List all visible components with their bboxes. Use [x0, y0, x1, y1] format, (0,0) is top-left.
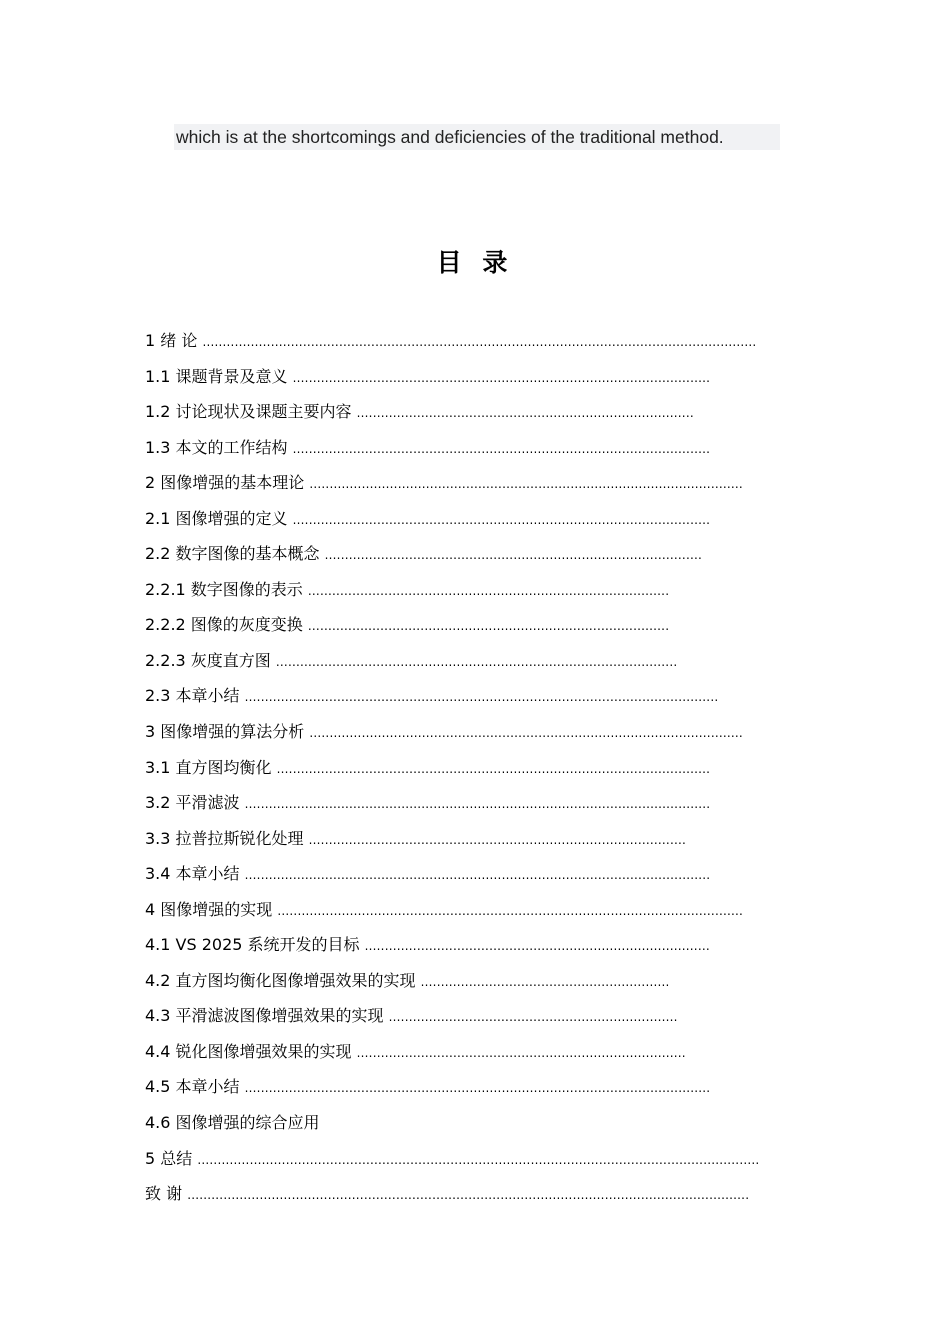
toc-entry-text: 3.4 本章小结: [145, 864, 240, 884]
toc-entry-text: 1.2 讨论现状及课题主要内容: [145, 402, 352, 422]
toc-leader-dots: ..............................................................................................: [324, 548, 702, 563]
toc-leader-dots: ....................................................................................................................: [244, 1081, 711, 1096]
toc-leader-dots: ..................................................................................: [356, 1045, 686, 1060]
table-of-contents: [145, 326, 759, 1215]
toc-title: 目 录: [436, 248, 514, 277]
toc-entry-text: 1.3 本文的工作结构: [145, 437, 288, 457]
toc-entry[interactable]: [145, 1072, 759, 1108]
abstract-trailing-sentence: which is at the shortcomings and deficiencies of the traditional method.: [174, 124, 780, 150]
toc-entry[interactable]: [145, 504, 759, 540]
toc-entry-text: 2.3 本章小结: [145, 686, 240, 706]
toc-entry-text: 2.2.2 图像的灰度变换: [145, 615, 303, 635]
toc-entry[interactable]: [145, 575, 759, 611]
toc-leader-dots: ............................................................................................................: [309, 726, 743, 741]
toc-entry-text: 5 总结: [145, 1148, 193, 1168]
toc-leader-dots: ........................................................................................................: [292, 441, 711, 456]
toc-entry-text: 4 图像增强的实现: [145, 899, 273, 919]
toc-entry-text: 3.2 平滑滤波: [145, 793, 240, 813]
toc-entry-text: 2 图像增强的基本理论: [145, 473, 305, 493]
toc-entry-text: 2.2 数字图像的基本概念: [145, 544, 320, 564]
toc-leader-dots: ....................................................................................................................: [277, 903, 744, 918]
toc-entry[interactable]: [145, 646, 759, 682]
toc-entry[interactable]: [145, 824, 759, 860]
toc-entry[interactable]: [145, 966, 759, 1002]
toc-entry[interactable]: [145, 859, 759, 895]
toc-entry-text: 3.3 拉普拉斯锐化处理: [145, 828, 304, 848]
toc-entry-text: 2.2.3 灰度直方图: [145, 650, 271, 670]
toc-entry[interactable]: [145, 1108, 759, 1144]
toc-entry-text: 4.3 平滑滤波图像增强效果的实现: [145, 1006, 384, 1026]
toc-entry[interactable]: [145, 753, 759, 789]
toc-leader-dots: ........................................................................................................: [292, 512, 711, 527]
toc-entry[interactable]: [145, 1179, 759, 1215]
toc-entry-text: 3.1 直方图均衡化: [145, 757, 272, 777]
toc-entry[interactable]: [145, 433, 759, 469]
toc-leader-dots: ..........................................................................................: [307, 619, 670, 634]
toc-entry[interactable]: [145, 326, 759, 362]
toc-entry[interactable]: [145, 610, 759, 646]
toc-leader-dots: ........................................................................: [388, 1010, 678, 1025]
toc-entry-text: 2.2.1 数字图像的表示: [145, 579, 303, 599]
toc-entry-text: 致 谢: [145, 1184, 183, 1204]
toc-leader-dots: ............................................................................................................: [276, 761, 711, 776]
toc-leader-dots: ..............................................................: [420, 974, 670, 989]
toc-leader-dots: ............................................................................................................................................: [187, 1188, 750, 1203]
toc-leader-dots: ............................................................................................................................................: [197, 1152, 760, 1167]
toc-leader-dots: ..............................................................................................: [308, 832, 686, 847]
toc-entry[interactable]: [145, 539, 759, 575]
toc-leader-dots: ....................................................................................................................: [244, 868, 711, 883]
toc-entry[interactable]: [145, 1144, 759, 1180]
toc-entry-text: 1.1 课题背景及意义: [145, 366, 288, 386]
toc-leader-dots: ....................................................................................................................: [244, 797, 711, 812]
toc-entry[interactable]: [145, 1001, 759, 1037]
toc-entry[interactable]: [145, 930, 759, 966]
toc-leader-dots: ............................................................................................................: [309, 477, 743, 492]
toc-entry-text: 4.6 图像增强的综合应用: [145, 1113, 320, 1133]
toc-entry[interactable]: [145, 788, 759, 824]
toc-entry[interactable]: [145, 468, 759, 504]
toc-entry-text: 4.1 VS 2025 系统开发的目标: [145, 935, 360, 955]
toc-entry-text: 3 图像增强的算法分析: [145, 722, 305, 742]
toc-entry[interactable]: [145, 1037, 759, 1073]
toc-entry-text: 4.2 直方图均衡化图像增强效果的实现: [145, 970, 416, 990]
toc-entry-text: 4.4 锐化图像增强效果的实现: [145, 1041, 352, 1061]
toc-leader-dots: ......................................................................................: [364, 939, 710, 954]
toc-entry[interactable]: [145, 895, 759, 931]
toc-leader-dots: ..........................................................................................................................................: [202, 335, 757, 349]
toc-leader-dots: ....................................................................................................: [275, 654, 678, 669]
toc-entry[interactable]: [145, 681, 759, 717]
toc-entry[interactable]: [145, 397, 759, 433]
toc-leader-dots: ........................................................................................................: [292, 370, 711, 385]
toc-leader-dots: ....................................................................................: [356, 406, 694, 421]
toc-entry[interactable]: [145, 717, 759, 753]
toc-leader-dots: ..........................................................................................: [307, 583, 670, 598]
toc-entry-text: 4.5 本章小结: [145, 1077, 240, 1097]
toc-entry[interactable]: [145, 362, 759, 398]
toc-leader-dots: ......................................................................................................................: [244, 690, 719, 705]
toc-entry-text: 2.1 图像增强的定义: [145, 508, 288, 528]
toc-entry-text: 1 绪 论: [145, 331, 198, 350]
